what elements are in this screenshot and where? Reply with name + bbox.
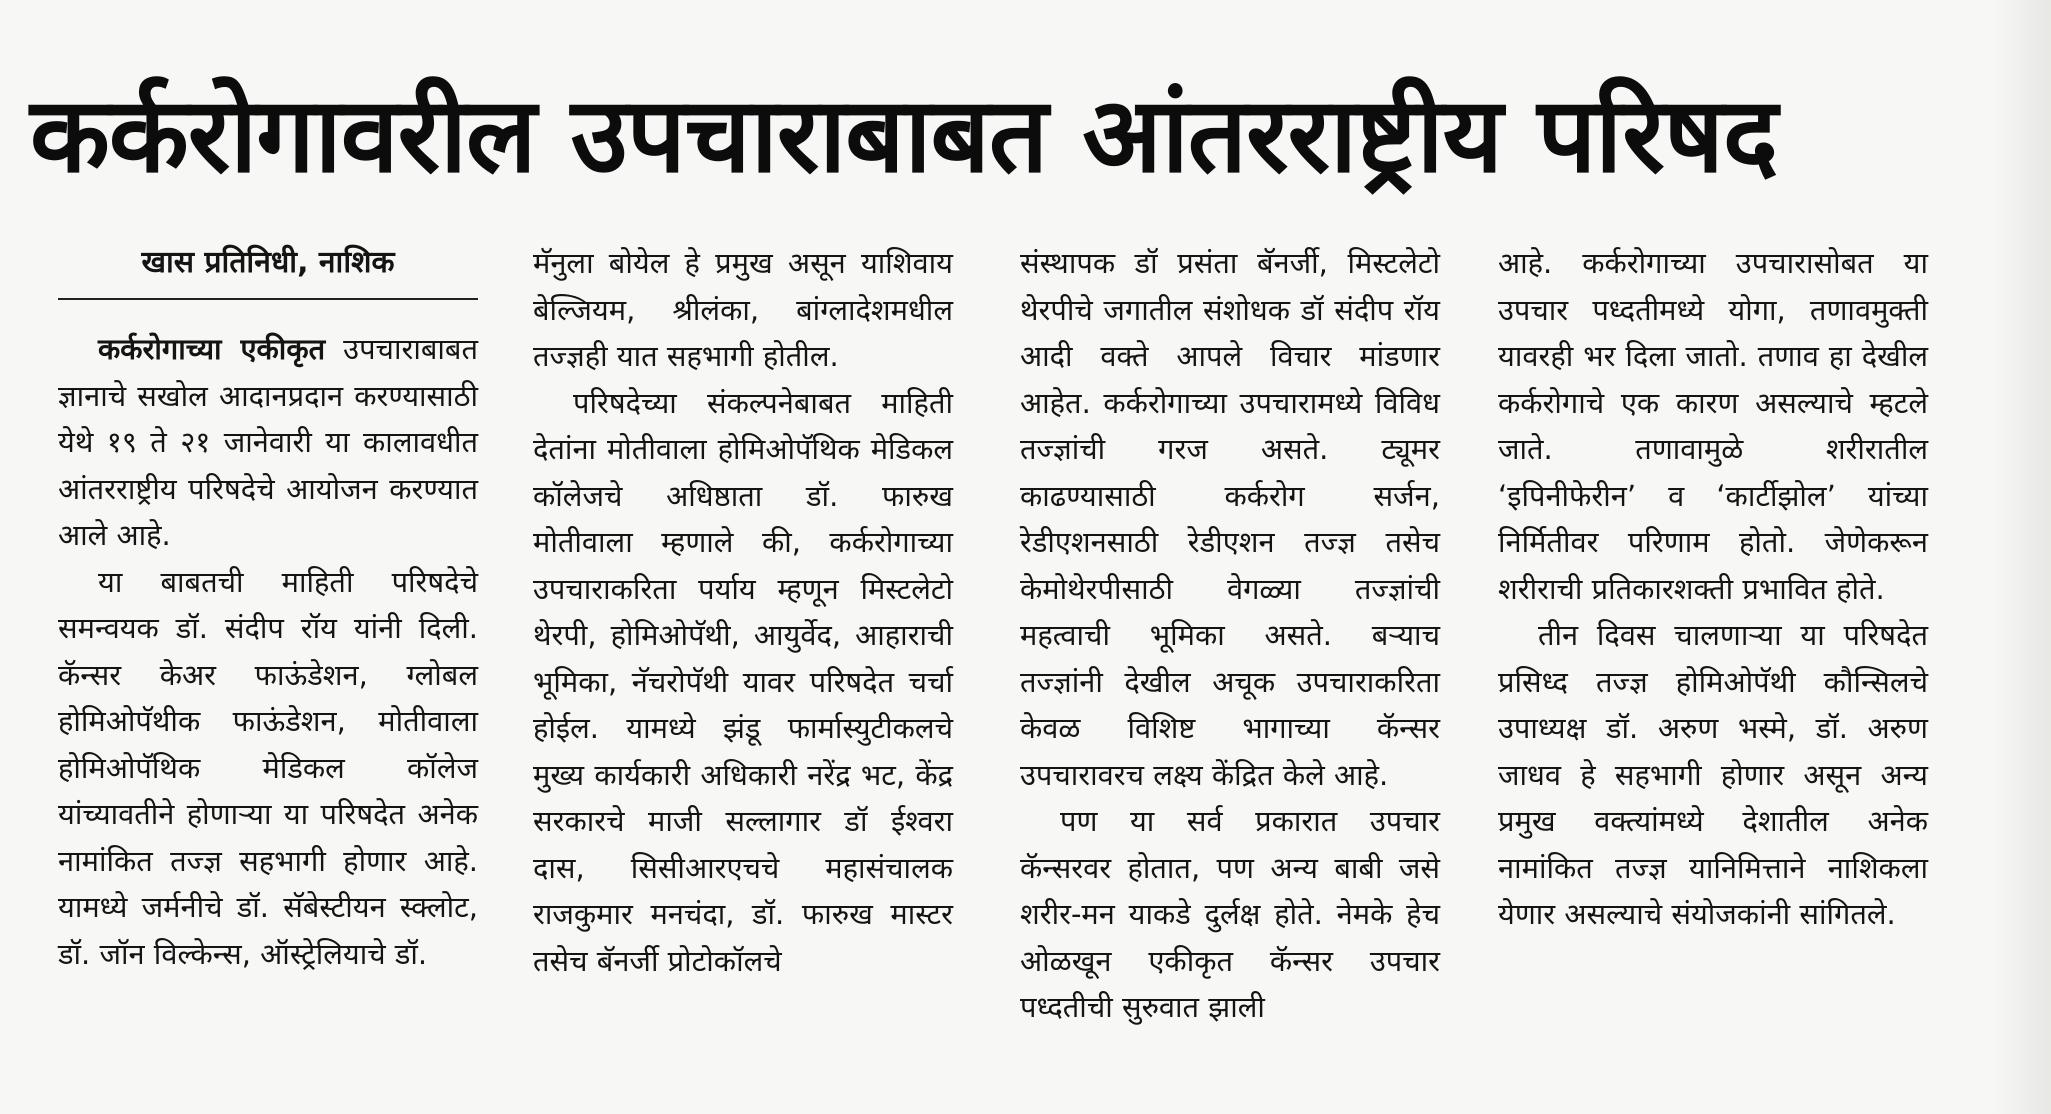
- article-paragraph: परिषदेच्या संकल्पनेबाबत माहिती देतांना मोतीवाला होमिओपॅथिक मेडिकल कॉलेजचे अधिष्ठाता डॉ. फारुख मोतीवाला म्हणाले की, कर्करोगाच्या उपचाराकरिता पर्याय म्हणून मिस्टलेटो थेरपी, होमिओपॅथी, आयुर्वेद, आहाराची भूमिका, नॅचरोपॅथी यावर परिषदेत चर्चा होईल. यामध्ये झंडू फार्मास्युटीकलचे मुख्य कार्यकारी अधिकारी नरेंद्र भट, केंद्र सरकारचे माजी सल्लागार डॉ ईश्वरा दास, सिसीआरएचचे महासंचालक राजकुमार मनचंदा, डॉ. फारुख मास्टर तसेच बॅनर्जी प्रोटोकॉलचे: [533, 385, 953, 978]
- article-paragraph: तीन दिवस चालणाऱ्या या परिषदेत प्रसिध्द तज्ज्ञ होमिओपॅथी कौन्सिलचे उपाध्यक्ष डॉ. अरुण भस्मे, डॉ. अरुण जाधव हे सहभागी होणार असून अन्य प्रमुख वक्त्यांमध्ये देशातील अनेक नामांकित तज्ज्ञ यानिमित्ताने नाशिकला येणार असल्याचे संयोजकांनी सांगितले.: [1498, 618, 1928, 931]
- article-paragraph: [58, 326, 478, 559]
- lead-in-text: कर्करोगाच्या एकीकृत: [98, 332, 326, 366]
- article-column-2: [533, 240, 953, 984]
- scan-edge-shading: [1991, 0, 2051, 1114]
- headline: कर्करोगावरील उपचाराबाबत आंतरराष्ट्रीय परिषद: [30, 74, 1778, 196]
- article-column-4: [1498, 240, 1928, 938]
- article-paragraph: या बाबतची माहिती परिषदेचे समन्वयक डॉ. संदीप रॉय यांनी दिली. कॅन्सर केअर फाऊंडेशन, ग्लोबल होमिओपॅथीक फाऊंडेशन, मोतीवाला होमिओपॅथिक मेडिकल कॉलेज यांच्यावतीने होणाऱ्या या परिषदेत अनेक नामांकित तज्ज्ञ सहभागी होणार आहे. यामध्ये जर्मनीचे डॉ. सॅबेस्टीयन स्क्लोट, डॉ. जॉन विल्केन्स, ऑस्ट्रेलियाचे डॉ.: [58, 564, 478, 971]
- article-paragraph: पण या सर्व प्रकारात उपचार कॅन्सरवर होतात, पण अन्य बाबी जसे शरीर-मन याकडे दुर्लक्ष होते. नेमके हेच ओळखून एकीकृत कॅन्सर उपचार पध्दतीची सुरुवात झाली: [1020, 804, 1440, 1024]
- byline: खास प्रतिनिधी, नाशिक: [58, 240, 478, 300]
- paragraph-text: उपचाराबाबत ज्ञानाचे सखोल आदानप्रदान करण्यासाठी येथे १९ ते २१ जानेवारी या कालावधीत आंतरराष्ट्रीय परिषदेचे आयोजन करण्यात आले आहे.: [58, 332, 478, 552]
- article-column-1: [58, 240, 478, 977]
- article-paragraph: आहे. कर्करोगाच्या उपचारासोबत या उपचार पध्दतीमध्ये योगा, तणावमुक्ती यावरही भर दिला जातो. तणाव हा देखील कर्करोगाचे एक कारण असल्याचे म्हटले जाते. तणावामुळे शरीरातील ‘इपिनीफेरीन’ व ‘कार्टीझोल’ यांच्या निर्मितीवर परिणाम होतो. जेणेकरून शरीराची प्रतिकारशक्ती प्रभावित होते.: [1498, 246, 1928, 606]
- article-paragraph: संस्थापक डॉ प्रसंता बॅनर्जी, मिस्टलेटो थेरपीचे जगातील संशोधक डॉ संदीप रॉय आदी वक्ते आपले विचार मांडणार आहेत. कर्करोगाच्या उपचारामध्ये विविध तज्ज्ञांची गरज असते. ट्यूमर काढण्यासाठी कर्करोग सर्जन, रेडीएशनसाठी रेडीएशन तज्ज्ञ तसेच केमोथेरपीसाठी वेगळ्या तज्ज्ञांची महत्वाची भूमिका असते. बऱ्याच तज्ज्ञांनी देखील अचूक उपचाराकरिता केवळ विशिष्ट भागाच्या कॅन्सर उपचारावरच लक्ष्य केंद्रित केले आहे.: [1020, 246, 1440, 792]
- article-paragraph: मॅनुला बोयेल हे प्रमुख असून याशिवाय बेल्जियम, श्रीलंका, बांग्लादेशमधील तज्ज्ञही यात सहभागी होतील.: [533, 246, 953, 373]
- article-column-3: [1020, 240, 1440, 1031]
